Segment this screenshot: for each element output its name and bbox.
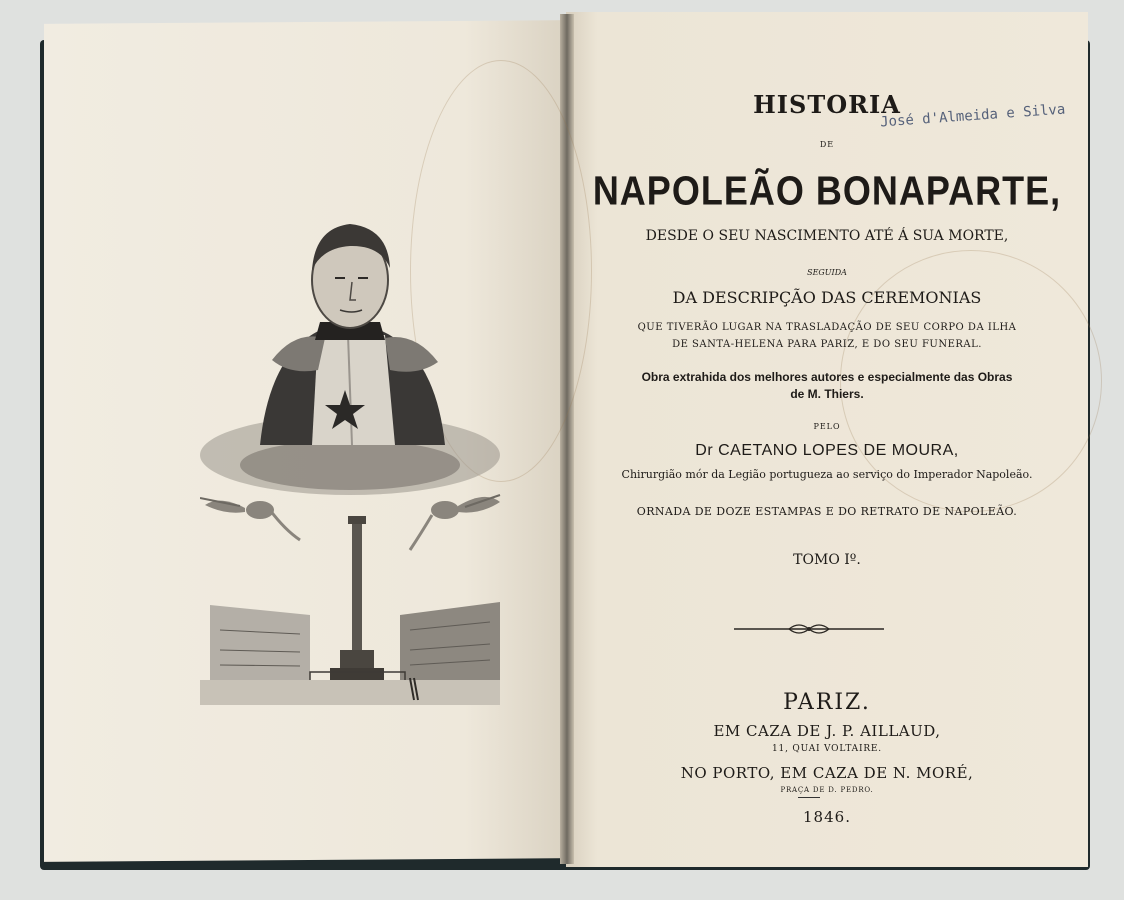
pelo-line: PELO <box>813 422 841 431</box>
que-line: QUE TIVERÃO LUGAR NA TRASLADAÇÃO DE SEU CORPO DA ILHA <box>637 322 1017 333</box>
santa-helena-line: DE SANTA-HELENA PARA PARIZ, E DO SEU FUNERAL. <box>672 339 982 350</box>
publication-year: 1846. <box>803 808 851 826</box>
obra-line-1: Obra extrahida dos melhores autores e especialmente das Obras <box>641 370 1013 384</box>
seguida-line: SEGUIDA <box>807 268 847 277</box>
owner-stamp: José d'Almeida e Silva <box>879 101 1066 131</box>
author-name: Dr CAETANO LOPES DE MOURA, <box>695 442 959 459</box>
ornada-line: ORNADA DE DOZE ESTAMPAS E DO RETRATO DE NAPOLEÃO. <box>636 505 1018 518</box>
author-title: Chirurgião mór da Legião portugueza ao serviço do Imperador Napoleão. <box>621 468 1033 481</box>
address-line: 11, QUAI VOLTAIRE. <box>772 744 882 754</box>
praca-line: PRAÇA DE D. PEDRO. <box>780 786 874 794</box>
title-page-text <box>566 12 1088 867</box>
title-de: DE <box>819 140 835 149</box>
porto-line: NO PORTO, EM CAZA DE N. MORÉ, <box>680 764 974 782</box>
title-main-name: NAPOLEÃO BONAPARTE, <box>592 167 1062 214</box>
napoleon-portrait-engraving <box>200 210 520 730</box>
subtitle-line: DESDE O SEU NASCIMENTO ATÉ Á SUA MORTE, <box>645 228 1009 244</box>
title-historia: HISTORIA <box>753 90 901 119</box>
descripcao-line: DA DESCRIPÇÃO DAS CEREMONIAS <box>672 288 982 307</box>
year-rule <box>798 797 820 798</box>
publisher-line: EM CAZA DE J. P. AILLAUD, <box>713 722 941 740</box>
ornament-divider <box>734 620 884 638</box>
obra-line-2: de M. Thiers. <box>790 387 864 401</box>
city-line: PARIZ. <box>783 690 871 715</box>
volume-label: TOMO Iº. <box>793 552 861 568</box>
